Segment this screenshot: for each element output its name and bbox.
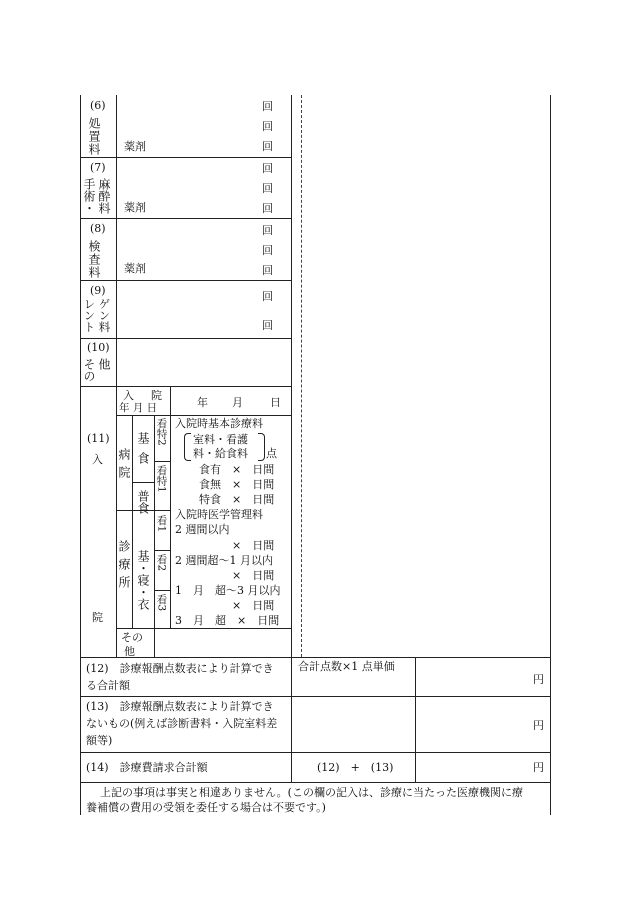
- section-11-label-bottom: 院: [92, 611, 103, 624]
- section-9-unit-1: 回: [262, 290, 273, 303]
- date-hi: 日: [270, 396, 281, 409]
- total-13-line1: (13) 診療報酬点数表により計算でき: [86, 700, 274, 713]
- adm-kishoku-futsushoku-divider: [132, 482, 154, 483]
- section-8-unit-2: 回: [262, 244, 273, 257]
- section-10-number: (10): [87, 341, 110, 354]
- total-14-yen: 円: [533, 761, 544, 774]
- mgmt-row-2: × 日間: [232, 539, 275, 552]
- date-tsuki: 月: [232, 396, 243, 409]
- med-mgmt-title: 入院時医学管理料: [175, 508, 263, 521]
- footer-line2: 養補償の費用の受領を委任する場合は不要です。): [86, 801, 326, 814]
- admission-sonota-1: その: [121, 631, 143, 644]
- section-9-label-col1: レント: [82, 298, 97, 333]
- section-6-drug: 薬剤: [124, 140, 146, 153]
- section-6-unit-1: 回: [262, 100, 273, 113]
- hospital-label: 病院: [117, 448, 131, 484]
- kango-toku2-label: 看特2: [155, 418, 168, 446]
- bracket-left: [184, 433, 191, 461]
- adm-col-2: [132, 415, 133, 628]
- totals-col-b: [415, 657, 416, 782]
- section-7-drug: 薬剤: [124, 201, 146, 214]
- adm-date-row-bottom: [116, 415, 291, 416]
- section-8-unit-3: 回: [262, 264, 273, 277]
- basic-fee-title: 入院時基本診療料: [175, 417, 263, 430]
- section-7-number: (7): [90, 161, 106, 174]
- kishoku-label: 基食: [136, 432, 150, 472]
- adm-kt2-divider: [154, 461, 170, 462]
- mgmt-row-6: × 日間: [232, 599, 275, 612]
- total-12-line2: る合計額: [86, 679, 130, 692]
- divider-10-11: [80, 386, 291, 387]
- mgmt-row-4: × 日間: [232, 569, 275, 582]
- total-12-mid: 合計点数×1 点単価: [298, 660, 395, 673]
- mgmt-row-5: 1 月 超～3 月以内: [175, 584, 281, 597]
- dashed-divider: [301, 95, 302, 657]
- right-border: [550, 95, 551, 815]
- totals-col-a: [291, 657, 292, 782]
- meal-row-1: 食有 × 日間: [199, 463, 275, 476]
- section-9-label-col2: ゲン料: [97, 298, 112, 333]
- kango-toku1-label: 看特1: [155, 465, 168, 493]
- bracket-line2: 料・給食料: [193, 447, 248, 460]
- left-border: [80, 95, 81, 815]
- total-14-mid: (12) + (13): [317, 761, 394, 774]
- meal-row-2: 食無 × 日間: [199, 478, 275, 491]
- kango3-label: 看3: [155, 594, 168, 612]
- section-10-label-col2: 他: [97, 358, 111, 370]
- section-6-label: 処置料: [87, 117, 101, 156]
- section-8-label: 検査料: [87, 240, 101, 279]
- adm-sonota-top: [116, 628, 291, 629]
- divider-6-7: [80, 157, 291, 158]
- total-13-line2: ないもの(例えば診断書料・入院室料差: [86, 717, 278, 730]
- adm-k1-divider: [154, 550, 170, 551]
- total-12-yen: 円: [533, 673, 544, 686]
- adm-sonota-col: [154, 628, 155, 657]
- mgmt-row-7: 3 月 超 × 日間: [175, 614, 280, 627]
- adm-kt1-divider: [154, 510, 170, 511]
- section-9-number: (9): [90, 284, 106, 297]
- kango2-label: 看2: [155, 554, 168, 572]
- clinic-label: 診療所: [117, 540, 131, 594]
- bracket-line1: 室料・看護: [193, 433, 248, 446]
- section-6-unit-3: 回: [262, 140, 273, 153]
- divider-9-10: [80, 338, 291, 339]
- kishinii-label: 基・寝・衣: [136, 550, 150, 610]
- admission-sonota-2: 他: [124, 645, 135, 658]
- section-11-label-top: 入: [92, 453, 103, 466]
- section-7-label-col2: 麻酔料: [97, 178, 111, 214]
- admit-label-bottom: 年 月 日: [119, 402, 158, 414]
- adm-col-3: [154, 415, 155, 628]
- footer-line1: 上記の事項は事実と相違ありません。(この欄の記入は、診療に当たった医療機関に療: [100, 786, 523, 799]
- bracket-right: [258, 433, 265, 461]
- section-8-number: (8): [90, 222, 106, 235]
- adm-col-date: [170, 386, 171, 628]
- futsushoku-label: 普食: [136, 490, 150, 514]
- total-12-line1: (12) 診療報酬点数表により計算でき: [86, 662, 274, 675]
- divider-12-13: [80, 696, 550, 697]
- mgmt-row-1: 2 週間以内: [175, 523, 230, 536]
- date-nen: 年: [197, 396, 208, 409]
- divider-14-footer: [80, 782, 550, 783]
- section-8-unit-1: 回: [262, 224, 273, 237]
- label-column-border: [116, 95, 117, 386]
- mgmt-row-3: 2 週間超～1 月以内: [175, 554, 273, 567]
- admit-label-small: 院: [151, 389, 162, 402]
- total-13-yen: 円: [533, 719, 544, 732]
- section-9-unit-2: 回: [262, 319, 273, 332]
- ten-label: 点: [266, 447, 277, 460]
- meal-row-3: 特食 × 日間: [199, 493, 275, 506]
- section-10-label-col1: その: [82, 358, 96, 382]
- adm-k2-divider: [154, 590, 170, 591]
- kango1-label: 看1: [155, 515, 168, 533]
- section-6-number: (6): [90, 99, 106, 112]
- total-13-line3: 額等): [86, 734, 113, 747]
- adm-col-1: [116, 386, 117, 657]
- divider-11-12: [80, 657, 550, 658]
- section-7-unit-3: 回: [262, 202, 273, 215]
- section-6-unit-2: 回: [262, 120, 273, 133]
- divider-13-14: [80, 752, 550, 753]
- divider-7-8: [80, 218, 291, 219]
- section-7-label-col1: 手術・: [82, 178, 96, 214]
- divider-8-9: [80, 280, 291, 281]
- total-14-text: (14) 診療費請求合計額: [86, 761, 208, 774]
- inner-right-border: [291, 95, 292, 657]
- section-7-unit-1: 回: [262, 162, 273, 175]
- section-8-drug: 薬剤: [124, 262, 146, 275]
- section-11-number: (11): [87, 432, 110, 445]
- admit-label-top: 入: [123, 389, 134, 402]
- section-7-unit-2: 回: [262, 182, 273, 195]
